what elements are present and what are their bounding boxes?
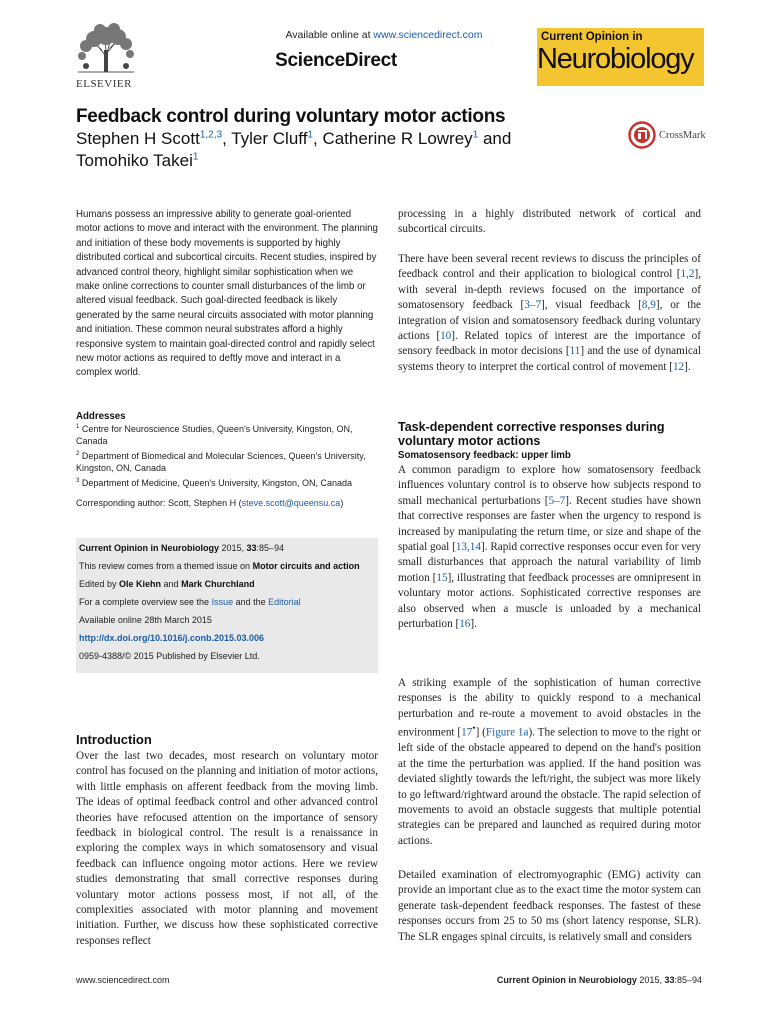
introduction-heading: Introduction — [76, 732, 152, 747]
abstract: Humans possess an impressive ability to generate goal-oriented motor actions to move and interact with the environment. The planning and initiation of these body movements is supported by highly distributed cortical and subcortical circuits. Recent studies, inspired by advanced control theory, highlight similar sophistication when we make online corrections to counter small disturbances of the limb or altered visual feedback. Such goal-directed feedback is likely generated by the same neural circuits associated with motor planning and initiation. These common neural substrates afford a highly responsive system to maintain goal-directed control and rapidly select new motor actions as required to deftly move and interact in a complex world. — [76, 209, 378, 379]
address-text: Department of Medicine, Queen's University, Kingston, ON, Canada — [81, 478, 353, 488]
author-separator: , — [312, 129, 323, 148]
info-volume: 33 — [246, 543, 257, 553]
publisher-name: ELSEVIER — [76, 78, 132, 90]
author-affiliation[interactable]: 1 — [472, 129, 479, 141]
doi-line — [79, 633, 378, 645]
theme-prefix: This review comes from a themed issue on — [79, 561, 253, 571]
address-text: Department of Biomedical and Molecular Sciences, Queen's University, Kingston, ON, Canada — [76, 451, 366, 473]
footer-site[interactable]: www.sciencedirect.com — [76, 975, 170, 985]
text-run: There have been several recent reviews to discuss the principles of feedback control and their application to biological control [ — [398, 253, 701, 281]
author-affiliation[interactable]: 1 — [307, 129, 313, 141]
address-number: 1 — [76, 424, 80, 430]
citation-link[interactable]: 8,9 — [641, 299, 656, 312]
theme-name: Motor circuits and action — [252, 561, 360, 571]
journal-title-line2: Neurobiology — [537, 43, 694, 75]
corresponding-suffix: ) — [340, 498, 344, 508]
editor-name: Ole Kiehn — [119, 579, 162, 589]
citation-link[interactable]: 13,14 — [455, 541, 481, 554]
corresponding-prefix: Corresponding author: Scott, Stephen H ( — [76, 498, 242, 508]
citation-link[interactable]: 15 — [436, 571, 448, 584]
text-run: A common paradigm to explore how somatosensory feedback influences voluntary control is to observe how subjects respond to small mechanical perturbations [ — [398, 464, 701, 507]
text-run: ] and the use of dynamical systems theory to interpret the cortical control of movement [ — [398, 345, 701, 373]
footer-year: 2015, — [636, 975, 665, 985]
footer-pages: :85–94 — [674, 975, 702, 985]
address-item — [76, 476, 378, 490]
available-date: Available online 28th March 2015 — [79, 615, 212, 625]
crossmark-icon[interactable] — [628, 121, 656, 149]
text-run: ]. — [684, 360, 691, 373]
info-pages: :85–94 — [256, 543, 285, 553]
overview-line — [79, 597, 378, 609]
citation-link[interactable]: 3–7 — [524, 299, 542, 312]
paragraph-paradigm — [398, 463, 701, 632]
citation-link[interactable]: 10 — [440, 330, 452, 343]
author-list — [76, 128, 596, 172]
text-run: ], illustrating that feedback processes are omnipresent in voluntary motor actions. Sophisticated corrective responses are also observed when a muscle is unloaded by a mechanical perturbation [ — [398, 571, 701, 631]
addresses-heading: Addresses — [76, 411, 126, 422]
text-run: ]. Related topics of interest are the importance of sensory feedback in motor decisions [ — [398, 330, 701, 358]
article-title: Feedback control during voluntary motor actions — [76, 106, 506, 127]
editors-line — [79, 579, 378, 591]
citation-link[interactable]: 5–7 — [548, 494, 566, 507]
available-prefix: Available online at — [285, 29, 374, 41]
figure-link-suffix[interactable]: a — [523, 726, 529, 739]
address-item — [76, 422, 378, 447]
section-heading: Task-dependent corrective responses during voluntary motor actions — [398, 420, 665, 448]
footer-volume: 33 — [664, 975, 675, 985]
address-text: Centre for Neuroscience Studies, Queen's University, Kingston, ON, Canada — [76, 424, 353, 446]
text-run: ], visual feedback [ — [541, 299, 642, 312]
footer-citation — [432, 975, 702, 985]
citation-link[interactable]: 12 — [672, 360, 685, 373]
addresses-list — [76, 422, 378, 492]
info-journal: Current Opinion in Neurobiology — [79, 543, 219, 553]
address-number: 3 — [76, 478, 80, 484]
corresponding-email-link[interactable]: steve.scott@queensu.ca — [241, 498, 341, 508]
overview-prefix: For a complete overview see the — [79, 597, 212, 607]
corresponding-author — [76, 498, 378, 508]
paragraph-example — [398, 676, 701, 849]
text-run: ], with several in-depth reviews focused on the importance of somatosensory feedback [ — [398, 268, 701, 312]
text-run: ]. Rapid corrective responses occur even for very small disturbances that approach the natural variability of limb motion [ — [398, 541, 701, 584]
edited-and: and — [161, 579, 182, 589]
editor-name: Mark Churchland — [181, 579, 255, 589]
text-run: ]. Recent studies have shown that corrective responses are faster when the urgency to respond is increased by manipulating the return time, or size and shape of the spatial goal [ — [398, 494, 701, 554]
address-item — [76, 449, 378, 474]
citation-link[interactable]: 17 — [461, 726, 473, 739]
figure-link[interactable]: Figure 1 — [485, 726, 524, 739]
citation-link[interactable]: 16 — [459, 618, 471, 631]
copyright-line: 0959-4388/© 2015 Published by Elsevier Ltd. — [79, 651, 260, 661]
paragraph-emg: Detailed examination of electromyographic (EMG) activity can provide an important clue as to the exact time the motor system can generate task-dependent feedback responses. The fastest of these responses occurs from 25 to 50 ms (short latency response, SLR). The SLR engages spinal circuits, is relatively small and considers — [398, 869, 701, 943]
author-separator: and — [478, 129, 512, 148]
issue-link[interactable]: Issue — [211, 597, 234, 607]
doi-link[interactable]: http://dx.doi.org/10.1016/j.conb.2015.03.006 — [79, 633, 265, 643]
article-info-box — [76, 538, 378, 673]
citation-link[interactable]: 11 — [569, 345, 581, 358]
paragraph-reviews — [398, 252, 701, 375]
introduction-text: Over the last two decades, most research on voluntary motor control has focused on the planning and initiation of motor actions, with little emphasis on afferent feedback from the moving limb. The ideas of optimal feedback control and other advanced control theories have refocused attention on the importance of sensory feedback in biological control. The result is a renaissance in exploring the complex ways in which somatosensory and visual feedback can influence ongoing motor actions. Here we review studies demonstrating that small corrective responses during voluntary motor actions possess most, if not all, of the complexities associated with motor planning and movement initiation. Further, we discuss how these sophisticated corrective responses reflect — [76, 750, 378, 947]
text-run: ] ( — [475, 726, 486, 739]
author-separator: , — [222, 129, 232, 148]
editorial-link[interactable]: Editorial — [268, 597, 301, 607]
address-number: 2 — [76, 451, 80, 457]
author-name: Catherine R Lowrey — [322, 129, 473, 148]
crossmark-label[interactable]: CrossMark — [659, 130, 706, 141]
citation-star: • — [472, 724, 476, 735]
author-affiliation[interactable]: 1 — [192, 151, 199, 163]
citation-line — [79, 543, 378, 555]
author-affiliation[interactable]: 1,2,3 — [199, 129, 223, 141]
author-name: Tomohiko Takei — [76, 151, 193, 170]
info-citation: 2015, — [219, 543, 247, 553]
text-run: ], or the integration of vision and somatosensory feedback during voluntary actions [ — [398, 299, 702, 343]
sciencedirect-link[interactable]: www.sciencedirect.com — [373, 29, 483, 41]
citation-link[interactable]: 1,2 — [680, 268, 695, 281]
journal-title-line1: Current Opinion in — [541, 31, 643, 43]
footer-journal: Current Opinion in Neurobiology — [496, 975, 637, 985]
paragraph-continued: processing in a highly distributed network of cortical and subcortical circuits. — [398, 208, 701, 236]
text-run: ). The selection to move to the right or left side of the obstacle appeared to depend on the hand's position at the time the perturbation was applied. If the hand position was deviated slightly towards the left/right, the subject was more likely to go leftward/rightward around the obstacle. The rapid selection of movements to avoid an obstacle suggests that multiple potential strategies can be prepared and launched as required during motor actions. — [398, 726, 701, 847]
edited-prefix: Edited by — [79, 579, 120, 589]
overview-and: and the — [233, 597, 269, 607]
author-name: Stephen H Scott — [76, 129, 200, 148]
author-name: Tyler Cluff — [231, 129, 308, 148]
platform-name: ScienceDirect — [275, 50, 397, 71]
text-run: A striking example of the sophistication of human corrective responses is the ability to quickly respond to a mechanical perturbation and re-route a movement to avoid obstacles in the environment [ — [398, 677, 701, 739]
theme-line — [79, 561, 378, 573]
text-run: ]. — [470, 618, 477, 631]
subsection-heading: Somatosensory feedback: upper limb — [398, 450, 571, 461]
